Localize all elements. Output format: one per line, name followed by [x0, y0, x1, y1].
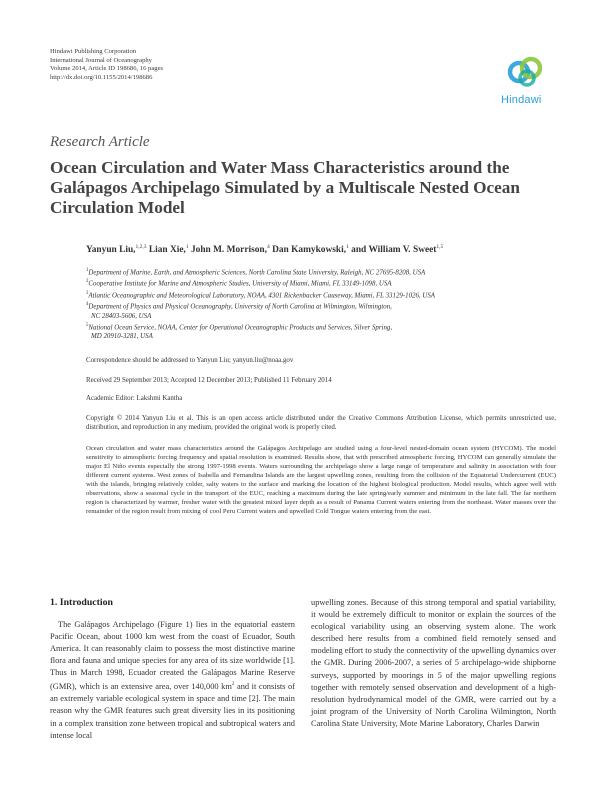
- dates: Received 29 September 2013; Accepted 12 December 2013; Published 11 February 2014: [86, 377, 332, 384]
- author[interactable]: John M. Morrison,$^4$: [190, 244, 270, 256]
- article-type: Research Article: [50, 134, 150, 150]
- academic-editor: Academic Editor: Lakshmi Kantha: [86, 395, 183, 402]
- hindawi-rings-icon: [497, 48, 555, 94]
- affiliation: $^1$Department of Marine, Earth, and Atmospheric Sciences, North Carolina State University, Raleigh, NC 27695-8208, USA: [86, 268, 426, 277]
- logo-text: Hindawi: [501, 94, 542, 106]
- doi-link[interactable]: http://dx.doi.org/10.1155/2014/198686: [50, 73, 153, 81]
- journal-name: International Journal of Oceanography: [50, 56, 152, 64]
- abstract: Ocean circulation and water mass characteristics around the Galápagos Archipelago are studied using a four-level nested-domain ocean system (HYCOM). The model sensitivity to atmospheric forcing frequency and spatial resolution is examined. Results show, that with prescribed atmospheric forcing, HYCOM can generally simulate the major El Niño events especially the strong 1997-1998 events. Waters surrounding the archipelago show a large range of temperature and salinity in association with four different current systems. West zones of Isabella and Fernandina Islands are the largest upwelling zones, resulting from the collision of the Equatorial Undercurrent (EUC) with the islands, bringing relatively colder, salty waters to the surface and marking the location of the highest biological production. Model results, which agree well with observations, show a seasonal cycle in the transport of the EUC, reaching a maximum during the late spring/early summer and minimum in the late fall. The far northern region is characterized by warmer, fresher water with the greatest mixed layer depth as a result of Panama Current waters entering from the northeast. Water masses over the remainder of the region result from mixing of cool Peru Current waters and upwelled Cold Tongue waters entering from the east.: [86, 445, 556, 515]
- affiliation: $^2$Cooperative Institute for Marine and Atmospheric Studies, University of Miami, Miami, FL 33149-1098, USA: [86, 279, 392, 288]
- affiliation: $^3$Atlantic Oceanographic and Meteorological Laboratory, NOAA, 4301 Rickenbacker Causeway, Miami, FL 33129-1026, USA: [86, 290, 435, 300]
- article-title: Ocean Circulation and Water Mass Characteristics around the Galápagos Archipelago Simulated by a Multiscale Nested Ocean Circulation Model: [50, 158, 520, 217]
- author-list: [86, 244, 443, 255]
- affiliation: $^4$Department of Physics and Physical Oceanography, University of North Carolina at Wilmington, Wilmington, NC 28403-5606, USA: [86, 302, 392, 320]
- body-column-left: The Galápagos Archipelago (Figure 1) lies in the equatorial eastern Pacific Ocean, about 1000 km west from the coast of Ecuador, South America. It can reasonably claim to possess the most distinctive marine flora and fauna and unique species for any area of its size worldwide [1]. Thus in March 1998, Ecuador created the Galápagos Marine Reserve (GMR), which is an extensive area, over 140,000 $km^2$ and it consists of an extremely variable ecological system in space and time [2]. The main reason why the GMR features such great diversity lies in its positioning in a complex transition zone between tropical and subtropical waters and intense local: [50, 620, 295, 740]
- publication-info: [50, 48, 163, 82]
- author[interactable]: Yanyun Liu,$^{1,2,3}$: [86, 244, 147, 256]
- hindawi-logo: [497, 48, 555, 106]
- correspondence: Correspondence should be addressed to Yanyun Liu; yanyun.liu@noaa.gov: [86, 357, 294, 364]
- copyright-notice: Copyright © 2014 Yanyun Liu et al. This is an open access article distributed under the Creative Commons Attribution License, which permits unrestricted use, distribution, and reproduction in any medium, provided the original work is properly cited.: [86, 415, 556, 432]
- author[interactable]: Dan Kamykowski,$^1$: [272, 244, 349, 256]
- section-heading: 1. Introduction: [50, 597, 113, 608]
- author[interactable]: and William V. Sweet$^{1,5}$: [351, 244, 444, 256]
- publisher-name: Hindawi Publishing Corporation: [50, 48, 137, 55]
- affiliation-list: [86, 266, 556, 341]
- body-column-right: upwelling zones. Because of this strong temporal and spatial variability, it would be extremely difficult to monitor or explain the sources of the ecological variability using an observing system alone. The work described here results from a combined field remotely sensed and modeling effort to study the connectivity of the upwelling dynamics over the GMR. During 2006-2007, a series of 5 archipelago-wide shipborne surveys, supported by moorings in 5 of the major upwelling regions together with remotely sensed observation and development of a high-resolution hydrodynamical model of the GMR, were carried out by a joint program of the University of North Carolina Wilmington, North Carolina State University, Mote Marine Laboratory, Charles Darwin: [311, 598, 556, 728]
- author[interactable]: Lian Xie,$^1$: [148, 244, 189, 256]
- affiliation: $^5$National Ocean Service, NOAA, Center for Operational Oceanographic Products and Services, Silver Spring, MD 20910-3281, USA: [86, 322, 393, 341]
- volume-info: Volume 2014, Article ID 198686, 16 pages: [50, 65, 164, 73]
